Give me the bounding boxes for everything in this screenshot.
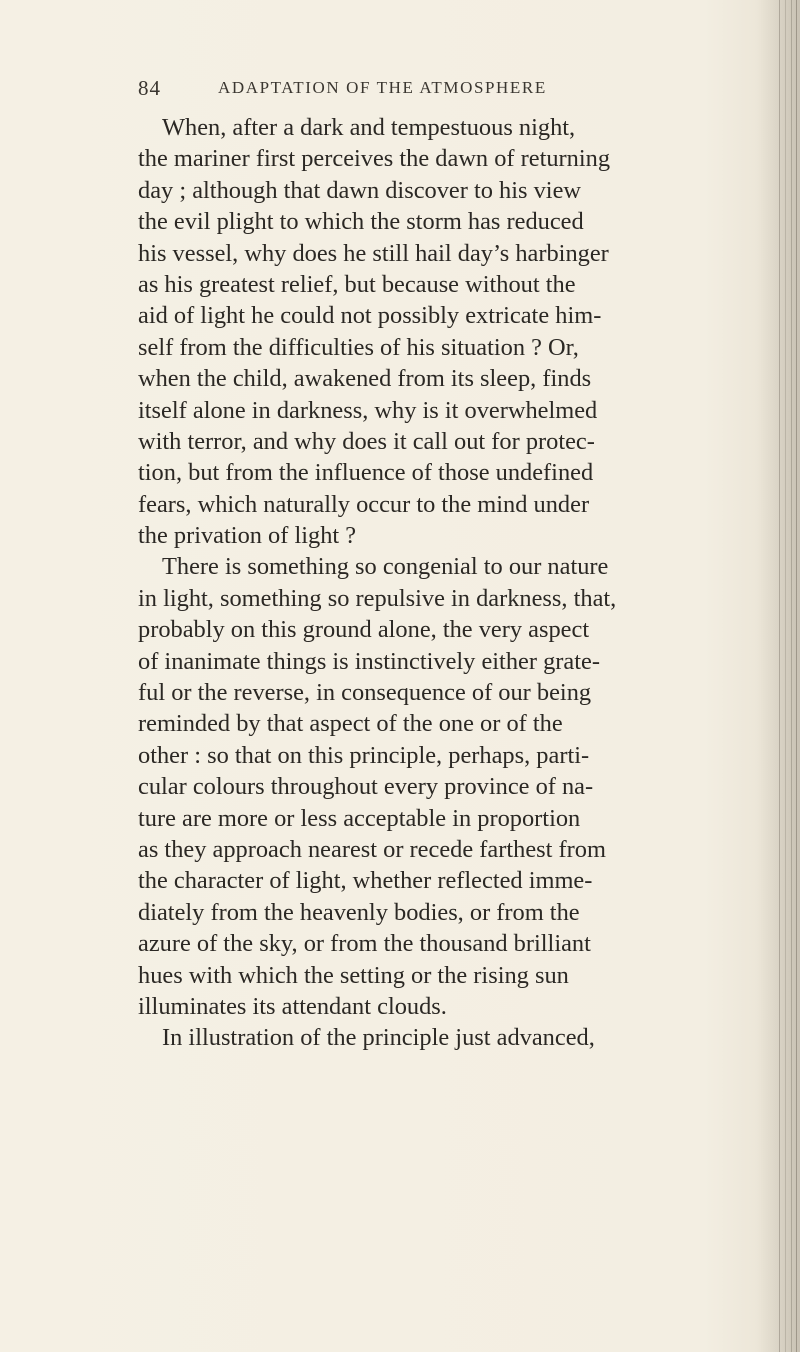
text-line: in light, something so repulsive in darkness, that, bbox=[138, 584, 617, 612]
text-line: In illustration of the principle just advanced, bbox=[162, 1024, 595, 1052]
running-title: ADAPTATION OF THE ATMOSPHERE bbox=[218, 78, 547, 97]
body-text bbox=[138, 112, 778, 1054]
text-line: the evil plight to which the storm has reduced bbox=[138, 208, 584, 236]
page-edge-line bbox=[791, 0, 792, 1352]
text-line: ful or the reverse, in consequence of our being bbox=[138, 679, 592, 707]
page-edge-line bbox=[785, 0, 786, 1352]
text-line: of inanimate things is instinctively either grate- bbox=[138, 647, 600, 675]
text-line: azure of the sky, or from the thousand brilliant bbox=[138, 930, 591, 958]
text-line: There is something so congenial to our nature bbox=[162, 553, 609, 581]
text-line: day ; although that dawn discover to his view bbox=[138, 176, 582, 204]
text-line: when the child, awakened from its sleep, finds bbox=[138, 365, 592, 393]
text-line: self from the difficulties of his situation ? Or, bbox=[138, 333, 579, 361]
text-line: the privation of light ? bbox=[138, 522, 357, 550]
text-line: the character of light, whether reflected imme- bbox=[138, 867, 593, 895]
text-line: other : so that on this principle, perhaps, parti- bbox=[138, 741, 590, 769]
text-line: as his greatest relief, but because without the bbox=[138, 270, 576, 298]
text-line: ture are more or less acceptable in proportion bbox=[138, 804, 581, 832]
page-number: 84 bbox=[138, 76, 161, 100]
text-line: the mariner first perceives the dawn of returning bbox=[138, 145, 611, 173]
text-line: reminded by that aspect of the one or of the bbox=[138, 710, 563, 738]
text-line: cular colours throughout every province of na- bbox=[138, 773, 594, 801]
text-line: probably on this ground alone, the very aspect bbox=[138, 616, 590, 644]
page-edge-line bbox=[779, 0, 780, 1352]
text-line: diately from the heavenly bodies, or from the bbox=[138, 898, 580, 926]
text-line: illuminates its attendant clouds. bbox=[138, 992, 447, 1020]
text-line: hues with which the setting or the rising sun bbox=[138, 961, 569, 989]
page-edge-line bbox=[796, 0, 797, 1352]
text-line: When, after a dark and tempestuous night, bbox=[162, 114, 576, 141]
text-line: as they approach nearest or recede farthest from bbox=[138, 835, 606, 863]
running-header bbox=[138, 76, 698, 106]
text-line: aid of light he could not possibly extricate him- bbox=[138, 302, 602, 330]
text-line: with terror, and why does it call out for protec- bbox=[138, 427, 595, 455]
text-line: tion, but from the influence of those undefined bbox=[138, 459, 594, 487]
text-line: fears, which naturally occur to the mind under bbox=[138, 490, 590, 518]
text-line: his vessel, why does he still hail day’s harbinger bbox=[138, 239, 609, 267]
text-line: itself alone in darkness, why is it overwhelmed bbox=[138, 396, 598, 424]
